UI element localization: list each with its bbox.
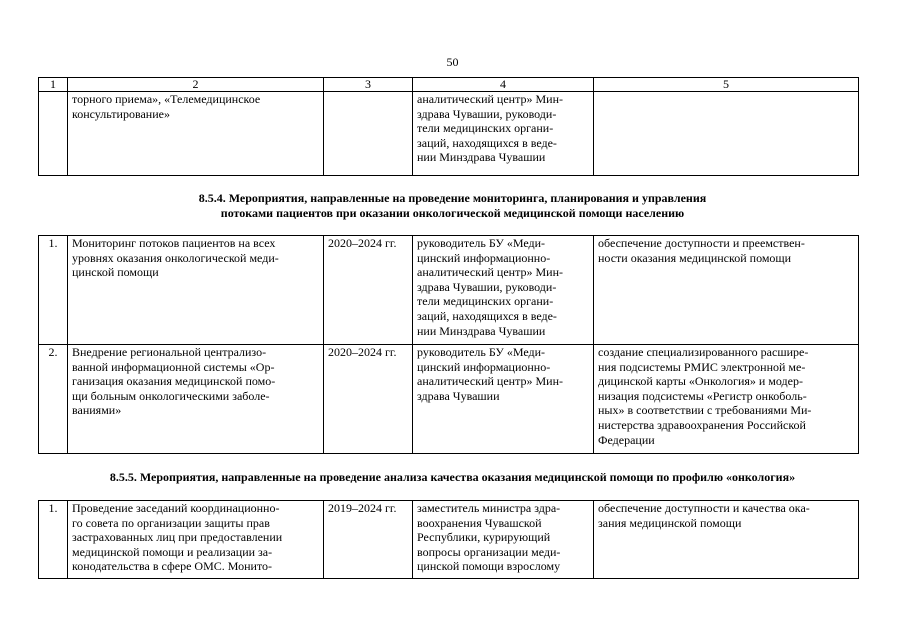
header-col-3: 3: [324, 78, 413, 92]
period-cell: 2020–2024 гг.: [324, 236, 413, 345]
header-col-5: 5: [594, 78, 859, 92]
table-section-8-5-4: [38, 235, 859, 454]
row-number-cell: 1.: [39, 501, 68, 579]
period-cell: 2019–2024 гг.: [324, 501, 413, 579]
header-col-2: 2: [68, 78, 324, 92]
table-row: [39, 236, 859, 345]
table-section-8-5-5: [38, 500, 859, 579]
result-cell: [594, 92, 859, 176]
row-number-cell: 2.: [39, 345, 68, 454]
period-cell: 2020–2024 гг.: [324, 345, 413, 454]
result-cell: обеспечение доступности и преемствен- ности оказания медицинской помощи: [594, 236, 859, 345]
measure-name-cell: Внедрение региональной централизо- ванной информационной системы «Ор- ганизация оказания медицинской помо- щи больным онкологическими заболе- ваниями»: [68, 345, 324, 454]
responsible-cell: аналитический центр» Мин- здрава Чувашии, руководи- тели медицинских органи- заций, находящихся в веде- нии Минздрава Чувашии: [413, 92, 594, 176]
responsible-cell: заместитель министра здра- воохранения Чувашской Республики, курирующий вопросы организации меди- цинской помощи взрослому: [413, 501, 594, 579]
measure-name-cell: Мониторинг потоков пациентов на всех уровнях оказания онкологической меди- цинской помощи: [68, 236, 324, 345]
responsible-cell: руководитель БУ «Меди- цинский информационно- аналитический центр» Мин- здрава Чувашии: [413, 345, 594, 454]
row-number-cell: 1.: [39, 236, 68, 345]
page-number: 50: [446, 55, 459, 69]
table-row: [39, 501, 859, 579]
result-cell: обеспечение доступности и качества ока- зания медицинской помощи: [594, 501, 859, 579]
period-cell: [324, 92, 413, 176]
row-number-cell: [39, 92, 68, 176]
measure-name-cell: Проведение заседаний координационно- го совета по организации защиты прав застрахованных лиц при предоставлении медицинской помощи и реализации за- конодательства в сфере ОМС. Монито-: [68, 501, 324, 579]
table-continued: [38, 77, 859, 176]
header-col-4: 4: [413, 78, 594, 92]
section-heading-8-5-5: 8.5.5. Мероприятия, направленные на проведение анализа качества оказания медицинской помощи по профилю «онкология»: [109, 470, 796, 484]
responsible-cell: руководитель БУ «Меди- цинский информационно- аналитический центр» Мин- здрава Чувашии, руководи- тели медицинских органи- заций, находящихся в веде- нии Минздрава Чувашии: [413, 236, 594, 345]
measure-name-cell: торного приема», «Телемедицинское консультирование»: [68, 92, 324, 176]
table-header-row: [39, 78, 859, 92]
result-cell: создание специализированного расшире- ния подсистемы РМИС электронной ме- дицинской карты «Онкология» и модер- низация подсистемы «Регистр онкоболь- ных» в соответствии с требованиями Ми- нистерства здравоохранения Российской Федерации: [594, 345, 859, 454]
table-row: [39, 92, 859, 176]
table-row: [39, 345, 859, 454]
section-heading-8-5-4: 8.5.4. Мероприятия, направленные на проведение мониторинга, планирования и управления потоками пациентов при оказании онкологической медицинской помощи населению: [198, 191, 707, 220]
header-col-1: 1: [39, 78, 68, 92]
